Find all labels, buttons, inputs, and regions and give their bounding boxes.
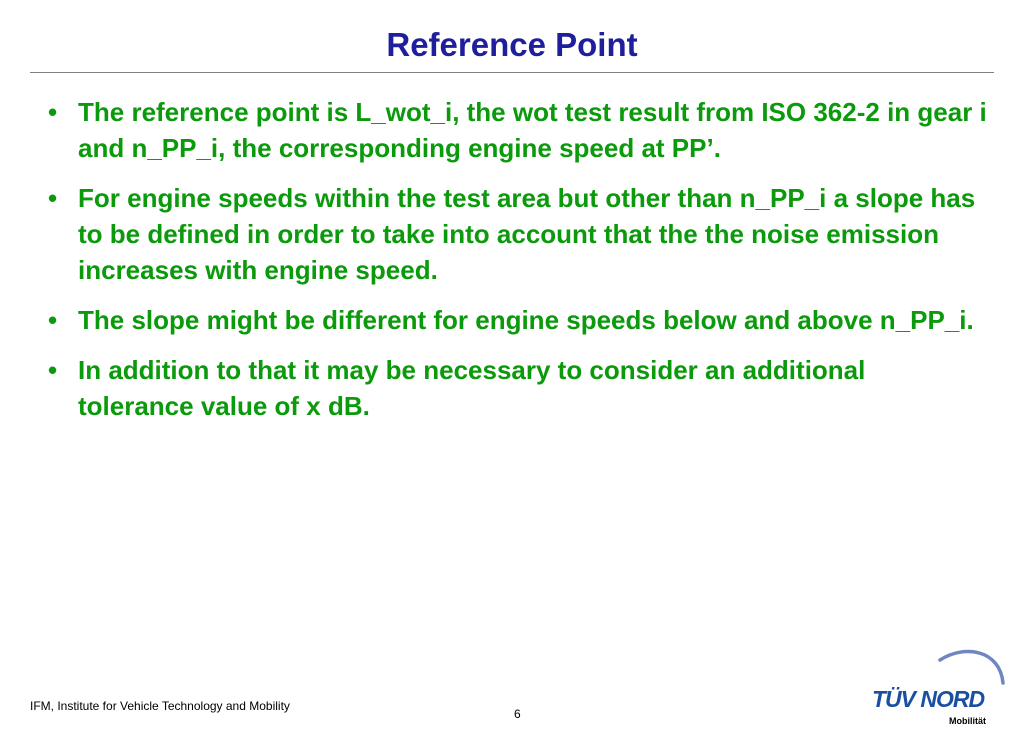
title-divider <box>30 72 994 73</box>
slide-title: Reference Point <box>386 26 638 63</box>
page-number: 6 <box>514 707 521 721</box>
footer-institute: IFM, Institute for Vehicle Technology and Mobility <box>30 699 290 713</box>
bullet-text: For engine speeds within the test area but other than n_PP_i a slope has to be defined in order to take into account that the the noise emission increases with engine speed. <box>78 183 976 285</box>
bullet-item-1 <box>48 94 988 166</box>
bullet-dot-icon: • <box>48 355 58 385</box>
bullet-item-3 <box>48 302 988 338</box>
bullet-list <box>48 94 988 438</box>
bullet-item-2 <box>48 180 988 288</box>
bullet-dot-icon: • <box>48 305 58 335</box>
bullet-text: In addition to that it may be necessary to consider an additional tolerance value of x dB. <box>78 355 866 421</box>
logo-subtitle: Mobilität <box>949 716 986 726</box>
bullet-item-4 <box>48 352 988 424</box>
bullet-dot-icon: • <box>48 97 58 127</box>
logo-brand: TÜV NORD <box>872 686 985 712</box>
bullet-dot-icon: • <box>48 183 58 213</box>
tuv-nord-logo <box>860 648 1010 728</box>
bullet-text: The slope might be different for engine speeds below and above n_PP_i. <box>78 305 974 335</box>
bullet-text: The reference point is L_wot_i, the wot test result from ISO 362-2 in gear i and n_PP_i, the corresponding engine speed at PP’. <box>78 97 987 163</box>
